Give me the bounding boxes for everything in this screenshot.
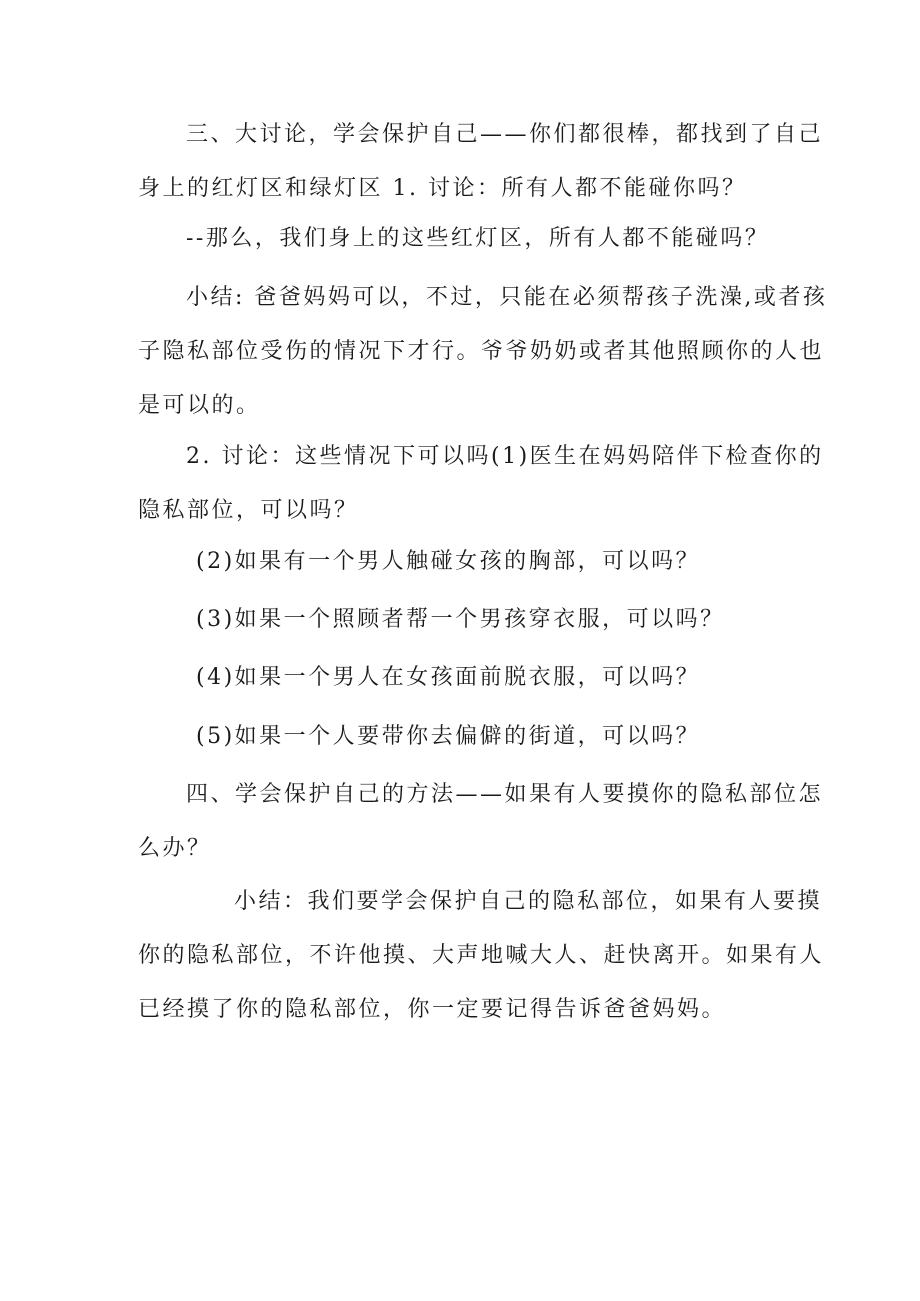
paragraph-discussion-intro [138, 108, 824, 216]
text-line: 三、大讨论，学会保护自己——你们都很棒，都找到了自己 [186, 122, 824, 147]
list-item-situation-4 [138, 651, 793, 705]
text-line: 你的隐私部位，不许他摸、大声地喊大人、赶快离开。如果有人 [138, 943, 825, 968]
text-line: --那么，我们身上的这些红灯区，所有人都不能碰吗？ [186, 226, 770, 251]
paragraph-summary-parents [138, 271, 828, 433]
text-line: 2. 讨论：这些情况下可以吗(1)医生在妈妈陪伴下检查你的 [186, 444, 824, 469]
list-item-situation-2 [138, 535, 793, 589]
list-item-situation-3 [138, 593, 793, 647]
list-item-situation-5 [138, 710, 793, 764]
text-line: 四、学会保护自己的方法——如果有人要摸你的隐私部位怎 [186, 782, 824, 807]
paragraph-red-zone-question [138, 212, 793, 266]
text-line: 么办？ [138, 836, 212, 861]
text-line: 小结：我们要学会保护自己的隐私部位，如果有人要摸 [234, 889, 823, 914]
text-line: (4)如果一个男人在女孩面前脱衣服，可以吗？ [196, 665, 701, 690]
text-line: (2)如果有一个男人触碰女孩的胸部，可以吗？ [196, 549, 701, 574]
paragraph-protection-methods [138, 768, 824, 876]
text-line: (5)如果一个人要带你去偏僻的街道，可以吗？ [196, 724, 701, 749]
text-line: 身上的红灯区和绿灯区 1. 讨论：所有人都不能碰你吗？ [138, 176, 747, 201]
text-line: 小结: 爸爸妈妈可以，不过，只能在必须帮孩子洗澡,或者孩 [186, 285, 828, 310]
text-line: 已经摸了你的隐私部位，你一定要记得告诉爸爸妈妈。 [138, 997, 727, 1022]
text-line: 子隐私部位受伤的情况下才行。爷爷奶奶或者其他照顾你的人也 [138, 339, 825, 364]
text-line: 是可以的。 [138, 393, 261, 418]
text-line: 隐私部位，可以吗？ [138, 498, 359, 523]
paragraph-summary-protection [138, 875, 825, 1037]
paragraph-discussion-situations [138, 430, 824, 538]
text-line: (3)如果一个照顾者帮一个男孩穿衣服，可以吗？ [196, 607, 725, 632]
